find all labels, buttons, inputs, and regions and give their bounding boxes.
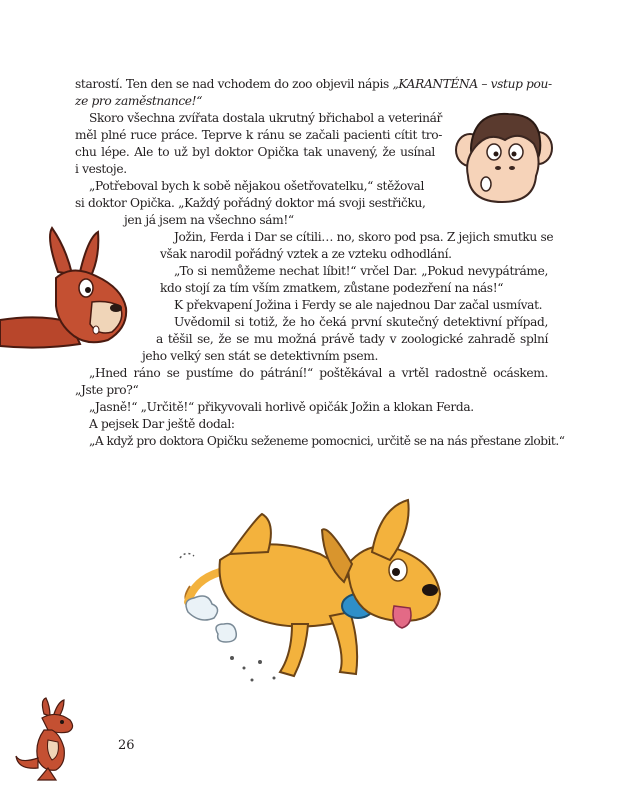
text-line-5: chu lépe. Ale to už byl doktor Opička tak unavený, že usínal	[75, 145, 435, 159]
text-line-6: i vestoje.	[75, 162, 127, 176]
text-line-14: K překvapení Jožina i Ferdy se ale najednou Dar začal usmívat.	[174, 298, 543, 312]
text-line-15: Uvědomil si totiž, že ho čeká první skutečný detektivní případ,	[174, 315, 548, 329]
dog-illustration	[180, 494, 450, 689]
text-line-18: „Hned ráno se pustíme do pátrání!“ poštěkával a vrtěl radostně ocáskem.	[89, 366, 548, 380]
text-line-21: A pejsek Dar ještě dodal:	[89, 417, 235, 431]
text-line-7: „Potřeboval bych k sobě nějakou ošetřovatelku,“ stěžoval	[89, 179, 424, 193]
text-line-2: ze pro zaměstnance!“	[75, 94, 203, 108]
text-line-9: jen já jsem na všechno sám!“	[124, 213, 294, 227]
text-line-17: jeho velký sen stát se detektivním psem.	[142, 349, 378, 363]
text-line-22: „A když pro doktora Opičku seženeme pomocnici, určitě se na nás přestane zlobit.“	[89, 434, 565, 448]
text-line-16: a těšil se, že se mu možná právě tady v zoologické zahradě splní	[156, 332, 548, 346]
text-line-8: si doktor Opička. „Každý pořádný doktor má svoji sestřičku,	[75, 196, 426, 210]
text-line-13: kdo stojí za tím vším zmatkem, zůstane podezření na nás!“	[160, 281, 504, 295]
page-number: 26	[118, 738, 135, 753]
text-line-4: měl plné ruce práce. Teprve k ránu se začali pacienti cítit tro-	[75, 128, 442, 142]
text-line-12: „To si nemůžeme nechat líbit!“ vrčel Dar. „Pokud nevypátráme,	[174, 264, 548, 278]
small-kangaroo-illustration	[14, 698, 84, 783]
monkey-illustration	[450, 110, 560, 210]
text-line-3: Skoro všechna zvířata dostala ukrutný břichabol a veterinář	[89, 111, 442, 125]
text-line-20: „Jasně!“ „Určitě!“ přikyvovali horlivě opičák Jožin a klokan Ferda.	[89, 400, 474, 414]
kangaroo-illustration	[0, 228, 135, 353]
text-line-19: „Jste pro?“	[75, 383, 139, 397]
text-line-11: však narodil pořádný vztek a ze vzteku odhodlání.	[160, 247, 452, 261]
text-line-10: Jožin, Ferda i Dar se cítili… no, skoro pod psa. Z jejich smutku se	[174, 230, 554, 244]
text-line-1: starostí. Ten den se nad vchodem do zoo objevil nápis „KARANTÉNA – vstup pou-	[75, 77, 552, 91]
